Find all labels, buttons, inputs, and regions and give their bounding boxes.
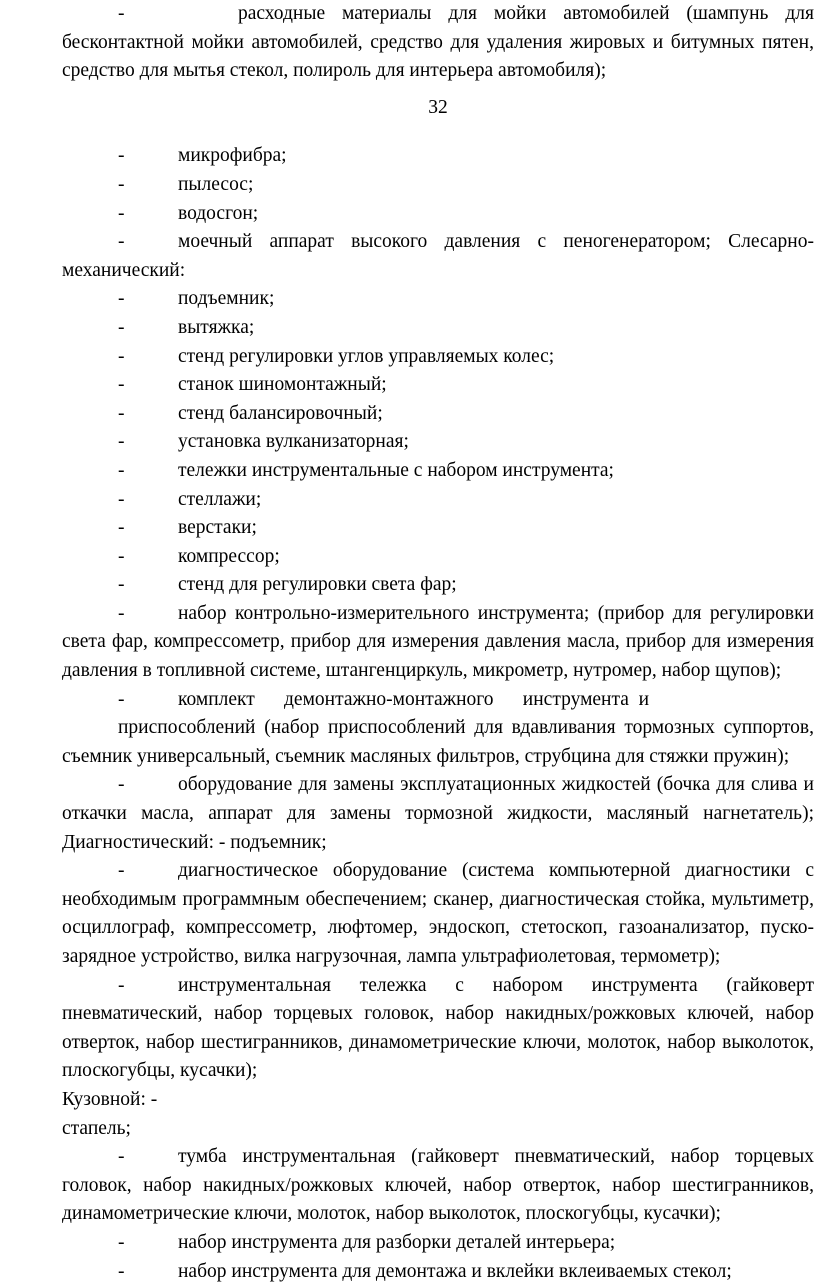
list-item xyxy=(62,1143,814,1229)
list-item xyxy=(62,171,814,200)
list-item: - комплект демонтажно-монтажного инструмента и xyxy=(118,688,650,710)
list-item xyxy=(62,514,814,543)
list-dash: - xyxy=(118,288,125,310)
list-dash: - xyxy=(118,145,125,167)
list-item-text: водосгон; xyxy=(178,202,259,224)
list-dash: - xyxy=(118,517,125,539)
list-item-text: микрофибра; xyxy=(178,145,287,167)
equipment-list xyxy=(62,1143,814,1286)
list-item-text: стенд балансировочный; xyxy=(178,402,383,424)
list-item xyxy=(62,972,814,1086)
list-item xyxy=(62,486,814,515)
list-item xyxy=(62,543,814,572)
list-item-text: стеллажи; xyxy=(178,488,262,510)
list-item xyxy=(62,285,814,314)
list-item xyxy=(62,600,814,686)
list-dash: - xyxy=(118,545,125,567)
list-item-text: тележки инструментальные с набором инструмента; xyxy=(178,459,614,481)
list-dash: - xyxy=(118,3,125,24)
equipment-list xyxy=(62,142,814,685)
list-item-text: станок шиномонтажный; xyxy=(178,374,387,396)
list-item: стапель; xyxy=(62,1117,131,1139)
list-dash: - xyxy=(118,1260,125,1282)
list-dash: - xyxy=(118,974,125,996)
list-dash: - xyxy=(118,202,125,224)
list-item-text: набор контрольно-измерительного инструмента; (прибор для регулировки света фар, компрессометр, прибор для измерения давления масла, прибор для измерения давления в топливной системе, штангенциркуль, микрометр, нутромер, набор щупов); xyxy=(62,602,814,682)
list-dash: - xyxy=(118,402,125,424)
list-dash: - xyxy=(118,860,125,882)
list-item xyxy=(62,1258,814,1286)
list-dash: - xyxy=(118,1231,125,1253)
list-dash: - xyxy=(118,173,125,195)
list-item xyxy=(62,228,814,285)
list-item-text: пылесос; xyxy=(178,173,254,195)
list-item xyxy=(62,343,814,372)
list-item xyxy=(62,142,814,171)
list-item-text: тумба инструментальная (гайковерт пневматический, набор торцевых головок, набор накидных/рожковых ключей, набор отверток, набор шестигранников, динамометрические ключи, молоток, набор выколоток, плоскогубцы, кусачки); xyxy=(62,1146,814,1225)
equipment-list xyxy=(62,771,814,1086)
list-item-text: вытяжка; xyxy=(178,316,255,338)
list-item-text: компрессор; xyxy=(178,545,280,567)
list-dash: - xyxy=(118,774,125,796)
list-item-text: диагностическое оборудование (система компьютерной диагностики с необходимым программным обеспечением; сканер, диагностическая стойка, мультиметр, осциллограф, компрессометр, люфтомер, эндоскоп, стетоскоп, газоанализатор, пуско-зарядное устройство, вилка нагрузочная, лампа ультрафиолетовая, термометр); xyxy=(62,860,814,967)
list-dash: - xyxy=(118,231,125,253)
list-item xyxy=(62,200,814,229)
list-item-continuation: приспособлений (набор приспособлений для вдавливания тормозных суппортов, съемник универсальный, съемник масляных фильтров, струбцина для стяжки пружин); xyxy=(62,717,814,767)
list-dash: - xyxy=(118,374,125,396)
list-dash: - xyxy=(118,345,125,367)
list-dash: - xyxy=(118,459,125,481)
list-item-text: стенд для регулировки света фар; xyxy=(178,574,457,596)
list-dash: - xyxy=(118,1146,125,1168)
list-item xyxy=(62,314,814,343)
list-item xyxy=(62,857,814,971)
list-dash: - xyxy=(118,316,125,338)
list-item-text: моечный аппарат высокого давления с пеногенератором; Слесарно-механический: xyxy=(62,231,814,281)
list-item-text: оборудование для замены эксплуатационных жидкостей (бочка для слива и откачки масла, аппарат для замены тормозной жидкости, масляный нагнетатель); Диагностический: - подъемник; xyxy=(62,774,814,853)
list-item-text: набор инструмента для демонтажа и вклейки вклеиваемых стекол; xyxy=(178,1260,732,1282)
list-item-text: инструментальная тележка с набором инструмента (гайковерт пневматический, набор торцевых головок, набор накидных/рожковых ключей, набор отверток, набор шестигранников, динамометрические ключи, молоток, набор выколоток, плоскогубцы, кусачки); xyxy=(62,974,814,1082)
list-dash: - xyxy=(118,488,125,510)
list-dash: - xyxy=(118,574,125,596)
list-item xyxy=(62,457,814,486)
document-page xyxy=(62,0,814,1286)
list-item xyxy=(62,400,814,429)
list-dash: - xyxy=(118,602,125,624)
list-item: - расходные материалы для мойки автомобилей (шампунь для бесконтактной мойки автомобилей, средство для удаления жировых и битумных пятен, средство для мытья стекол, полироль для интерьера автомобиля); xyxy=(62,0,814,86)
list-item xyxy=(62,571,814,600)
list-item xyxy=(62,771,814,857)
list-dash: - xyxy=(118,431,125,453)
list-item xyxy=(62,428,814,457)
list-item-text: стенд регулировки углов управляемых колес; xyxy=(178,345,555,367)
list-item xyxy=(62,1229,814,1258)
list-item-text: набор инструмента для разборки деталей интерьера; xyxy=(178,1231,616,1253)
page-number: 32 xyxy=(428,96,448,118)
section-heading: Кузовной: - xyxy=(62,1088,158,1110)
list-item-text: установка вулканизаторная; xyxy=(178,431,409,453)
list-item-text: подъемник; xyxy=(178,288,275,310)
list-item-text: верстаки; xyxy=(178,517,257,539)
list-item xyxy=(62,371,814,400)
